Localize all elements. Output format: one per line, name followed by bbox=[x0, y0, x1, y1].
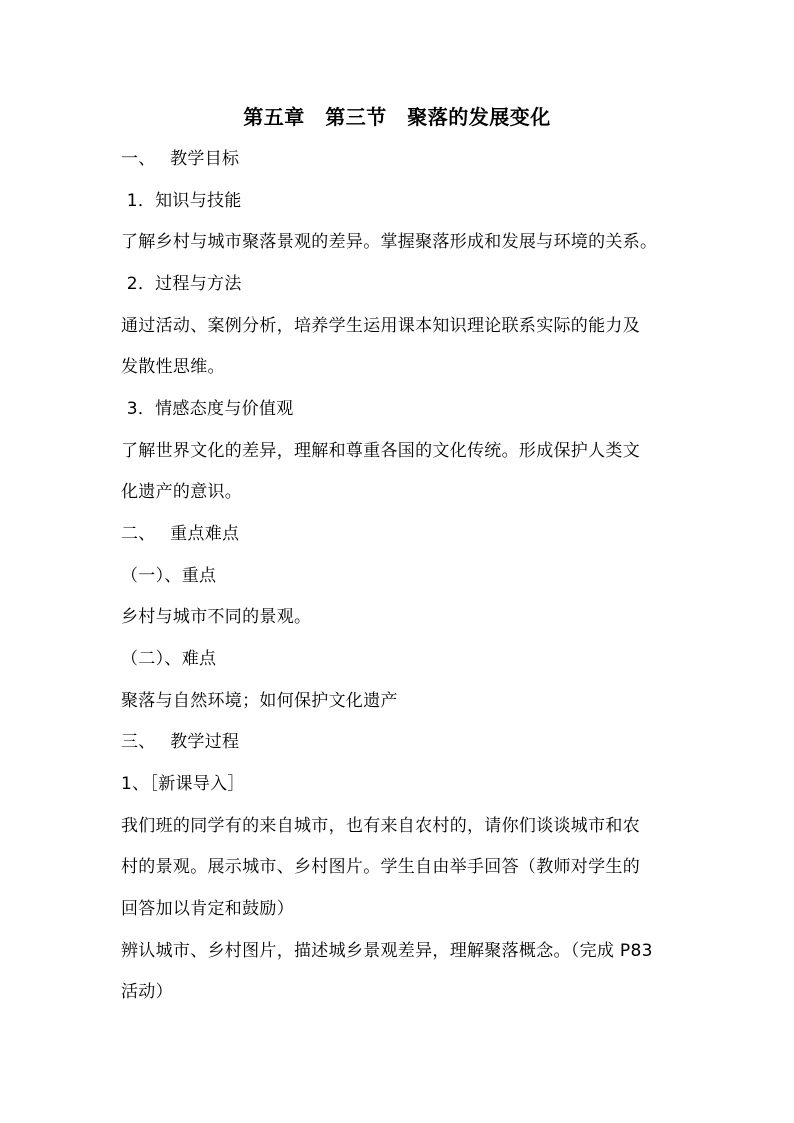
paragraph-line: 聚落与自然环境；如何保护文化遗产 bbox=[121, 691, 398, 711]
paragraph-line: 我们班的同学有的来自城市，也有来自农村的，请你们谈谈城市和农 bbox=[121, 816, 640, 836]
section-heading-objectives: 一、 教学目标 bbox=[121, 149, 240, 169]
subheading-focus: （一）、重点 bbox=[121, 566, 217, 586]
subheading-introduction: 1、［新课导入］ bbox=[121, 774, 245, 794]
paragraph-line: 辨认城市、乡村图片，描述城乡景观差异，理解聚落概念。（完成 P83 bbox=[121, 941, 653, 961]
paragraph-line: 通过活动、案例分析，培养学生运用课本知识理论联系实际的能力及 bbox=[121, 316, 640, 336]
paragraph-line: 了解乡村与城市聚落景观的差异。掌握聚落形成和发展与环境的关系。 bbox=[121, 232, 658, 252]
paragraph-line: 化遗产的意识。 bbox=[121, 482, 243, 502]
paragraph-line: 村的景观。展示城市、乡村图片。学生自由举手回答（教师对学生的 bbox=[121, 857, 640, 877]
subheading-attitude: 3．情感态度与价值观 bbox=[121, 399, 294, 419]
section-heading-process: 三、 教学过程 bbox=[121, 732, 240, 752]
subheading-knowledge: 1．知识与技能 bbox=[121, 191, 242, 211]
document-title: 第五章 第三节 聚落的发展变化 bbox=[243, 105, 551, 129]
section-heading-key-points: 二、 重点难点 bbox=[121, 524, 240, 544]
subheading-difficulty: （二）、难点 bbox=[121, 649, 217, 669]
subheading-process: 2．过程与方法 bbox=[121, 274, 242, 294]
paragraph-line: 发散性思维。 bbox=[121, 357, 225, 377]
paragraph-line: 回答加以肯定和鼓励） bbox=[121, 899, 294, 919]
paragraph-line: 了解世界文化的差异，理解和尊重各国的文化传统。形成保护人类文 bbox=[121, 441, 640, 461]
paragraph-line: 活动） bbox=[121, 982, 173, 1002]
paragraph-line: 乡村与城市不同的景观。 bbox=[121, 607, 312, 627]
